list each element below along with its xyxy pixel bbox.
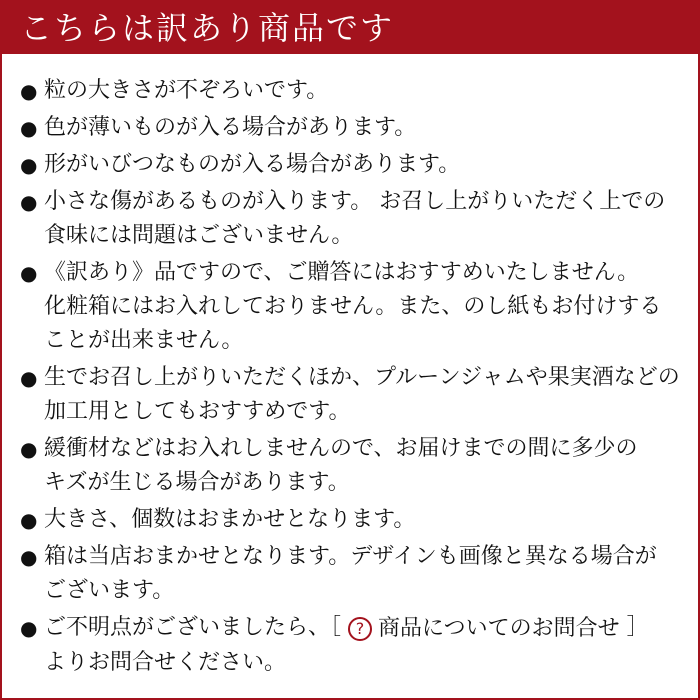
- notice-list: [20, 74, 690, 683]
- list-item-text: よりお問合せください。: [44, 650, 287, 675]
- list-item-text: 小さな傷があるものが入ります。 お召し上がりいただく上での: [44, 189, 666, 214]
- bullet-icon: ●: [20, 153, 38, 177]
- bullet-icon: ●: [20, 79, 38, 103]
- list-item-contact: [20, 611, 690, 680]
- list-item: [20, 432, 690, 500]
- list-item-text: 食味には問題はございません。: [44, 223, 354, 248]
- list-item-text: 《訳あり》品ですので、ご贈答にはおすすめいたしません。: [44, 260, 640, 285]
- bullet-icon: ●: [20, 508, 38, 532]
- list-item-text: ございます。: [44, 578, 175, 603]
- product-inquiry-link[interactable]: [348, 612, 620, 646]
- list-item: [20, 361, 690, 429]
- bullet-icon: ●: [20, 116, 38, 140]
- list-item-text: ことが出来ません。: [44, 328, 244, 353]
- bullet-icon: ●: [20, 366, 38, 390]
- product-inquiry-label: 商品についてのお問合せ: [378, 616, 620, 641]
- list-item-text: 大きさ、個数はおまかせとなります。: [44, 507, 416, 532]
- list-item-text: 色が薄いものが入る場合があります。: [44, 115, 417, 140]
- list-item-text: 粒の大きさが不ぞろいです。: [44, 78, 329, 103]
- list-item: [20, 148, 690, 182]
- list-item-text: 形がいびつなものが入る場合があります。: [44, 152, 461, 177]
- list-item: [20, 540, 690, 608]
- header-bar: [2, 2, 698, 54]
- list-item-text: キズが生じる場合があります。: [44, 470, 350, 495]
- list-item: [20, 256, 690, 358]
- list-item: [20, 503, 690, 537]
- list-item-text: 化粧箱にはお入れしておりません。また、のし紙もお付けする: [44, 294, 662, 319]
- bullet-icon: ●: [20, 616, 38, 640]
- page-title: こちらは訳あり商品です: [20, 9, 395, 47]
- contact-prefix: ご不明点がございましたら、［: [44, 615, 342, 640]
- bullet-icon: ●: [20, 545, 38, 569]
- question-icon: ?: [348, 617, 372, 641]
- list-item-text: 生でお召し上がりいただくほか、プルーンジャムや果実酒などの: [44, 365, 680, 390]
- list-item-text: [44, 611, 690, 646]
- bullet-icon: ●: [20, 261, 38, 285]
- bullet-icon: ●: [20, 437, 38, 461]
- list-item: [20, 111, 690, 145]
- list-item-text: 加工用としてもおすすめです。: [44, 399, 351, 424]
- list-item-text: 箱は当店おまかせとなります。デザインも画像と異なる場合が: [44, 544, 657, 569]
- bullet-icon: ●: [20, 190, 38, 214]
- contact-suffix: ］: [626, 615, 649, 640]
- list-item: [20, 185, 690, 253]
- list-item-text: 緩衝材などはお入れしませんので、お届けまでの間に多少の: [44, 436, 638, 461]
- list-item: [20, 74, 690, 108]
